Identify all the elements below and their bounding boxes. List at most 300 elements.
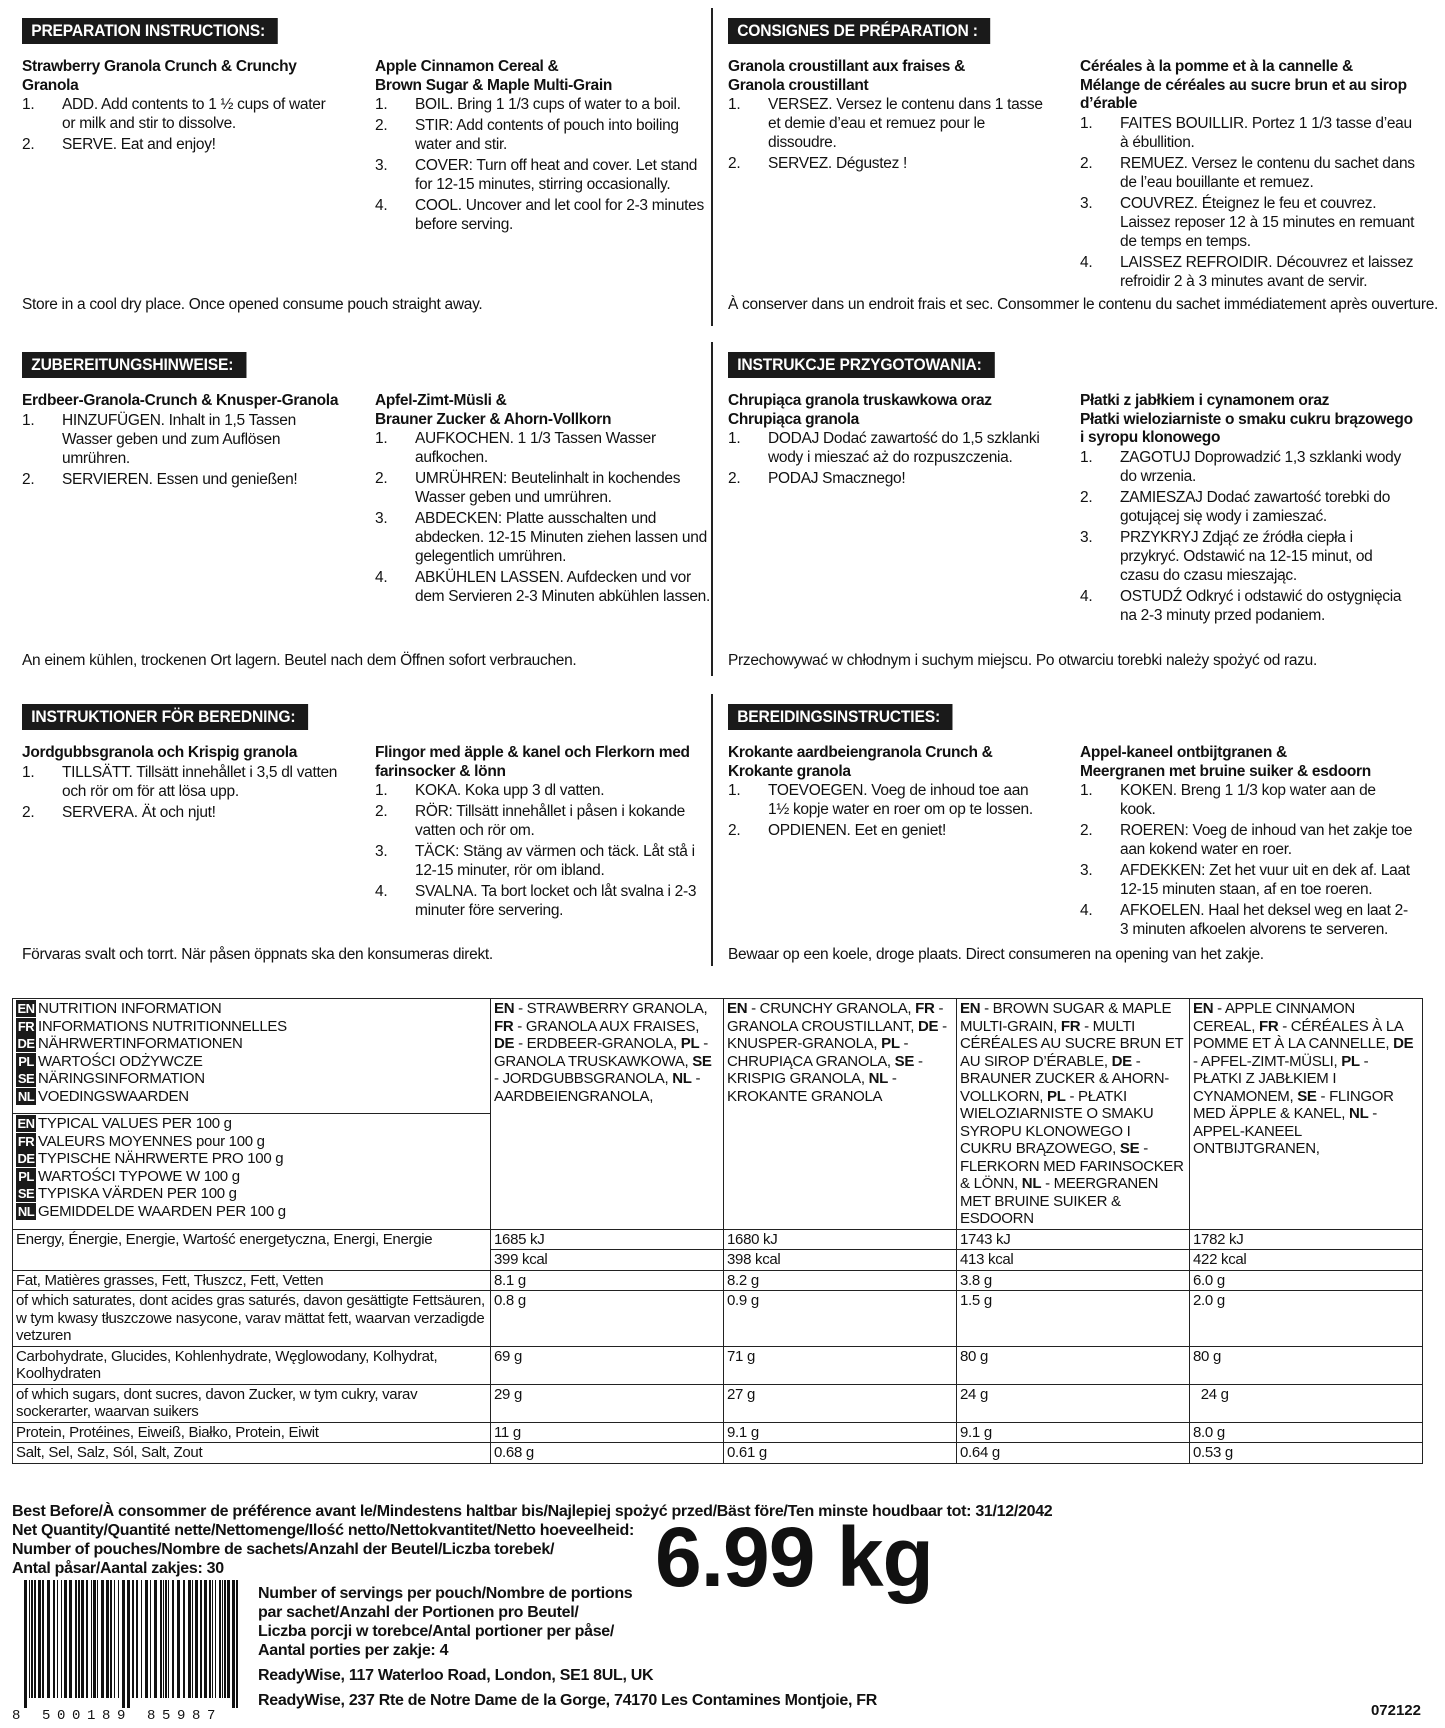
column-divider-2: [711, 342, 713, 676]
step-number: 1.: [1080, 448, 1093, 466]
barcode-bar: [110, 1580, 112, 1698]
language-text: TYPISCHE NÄHRWERTE PRO 100 g: [38, 1150, 284, 1168]
step-text: COUVREZ. Éteignez le feu et couvrez. Laissez reposer 12 à 15 minutes en remuant de temps en temps.: [1120, 194, 1415, 250]
nutrient-value: 0.8 g: [491, 1291, 724, 1347]
barcode-bar: [215, 1580, 216, 1698]
barcode-bar: [78, 1580, 80, 1698]
product-title: Granola croustillant: [728, 76, 869, 94]
nutrient-value: 24 g: [1190, 1384, 1423, 1422]
product-name-text: - APFEL-ZIMT-MÜSLI,: [1193, 1052, 1342, 1070]
product-name-cell: [491, 999, 724, 1230]
nutrient-value: 399 kcal: [491, 1250, 724, 1271]
step-item: [728, 469, 1048, 488]
step-number: 2.: [1080, 154, 1093, 172]
table-row: [13, 1346, 1423, 1384]
product-name-text: - STRAWBERRY GRANOLA,: [514, 1000, 708, 1017]
barcode-bar: [163, 1580, 164, 1698]
product-title: Krokante granola: [728, 762, 851, 780]
barcode-bar: [177, 1580, 180, 1698]
product-name-text: - JORDGUBBSGRANOLA,: [494, 1070, 673, 1087]
nutrient-value: 0.64 g: [957, 1443, 1190, 1464]
step-number: 1.: [22, 96, 35, 113]
language-line: [16, 1000, 487, 1018]
language-code-badge: SE: [17, 1071, 35, 1086]
step-text: TÄCK: Stäng av värmen och täck. Låt stå i 12-15 minuter, rör om ibland.: [415, 843, 695, 879]
language-code: PL: [1047, 1087, 1066, 1105]
step-text: ROEREN: Voeg de inhoud van het zakje toe aan kokend water en roer.: [1120, 822, 1413, 858]
column-divider-1: [711, 8, 713, 326]
step-text: DODAJ Dodać zawartość do 1,5 szklanki wody i mieszać aż do rozpuszczenia.: [768, 430, 1040, 466]
nutrition-info-header: [13, 999, 491, 1114]
product-title: Erdbeer-Granola-Crunch & Knusper-Granola: [22, 392, 339, 409]
product-title: Chrupiąca granola: [728, 410, 859, 428]
nutrient-value: 3.8 g: [957, 1270, 1190, 1291]
product-title: Mélange de céréales au sucre brun et au sirop d’érable: [1080, 76, 1407, 112]
language-code: FR: [1258, 1017, 1279, 1035]
step-number: 4.: [375, 569, 388, 586]
instruction-column-right: [1080, 392, 1415, 627]
product-title: i syropu klonowego: [1080, 429, 1221, 446]
step-item: [1080, 154, 1415, 192]
step-item: [375, 568, 710, 606]
section-title: INSTRUKCJE PRZYGOTOWANIA:: [728, 352, 995, 378]
barcode-bar: [192, 1580, 193, 1698]
barcode-bar: [165, 1580, 167, 1698]
language-code: FR: [915, 1000, 935, 1017]
step-number: 3.: [375, 843, 388, 860]
step-item: [1080, 901, 1415, 939]
product-name-text: - PŁATKI Z JABŁKIEM I CYNAMONEM,: [1193, 1052, 1369, 1105]
step-number: 2.: [728, 822, 741, 839]
step-number: 4.: [375, 197, 388, 214]
barcode-bar: [172, 1580, 174, 1698]
step-item: [1080, 194, 1415, 251]
language-code: DE: [1111, 1052, 1132, 1070]
nutrient-value: 11 g: [491, 1422, 724, 1443]
servings-line: Aantal porties per zakje: 4: [258, 1642, 449, 1659]
language-code-badge: NL: [17, 1203, 35, 1219]
language-code-badge: DE: [17, 1036, 35, 1051]
product-name-cell: [1190, 999, 1423, 1230]
language-text: WARTOŚCI TYPOWE W 100 g: [38, 1167, 240, 1185]
step-item: [1080, 781, 1415, 819]
nutrient-value: 2.0 g: [1190, 1291, 1423, 1347]
step-text: TOEVOEGEN. Voeg de inhoud toe aan 1½ kopje water en roer om op te lossen.: [768, 782, 1033, 818]
barcode-bar: [42, 1580, 44, 1698]
barcode-bar: [64, 1580, 67, 1698]
language-code: EN: [1193, 1000, 1214, 1017]
product-title: Apfel-Zimt-Müsli &: [375, 392, 507, 409]
servings-line: Number of servings per pouch/Nombre de portions: [258, 1585, 633, 1602]
servings-line: Liczba porcji w torebce/Antal portioner per påse/: [258, 1623, 615, 1640]
step-text: UMRÜHREN: Beutelinhalt in kochendes Wasser geben und umrühren.: [415, 470, 681, 506]
step-text: PODAJ Smacznego!: [768, 470, 906, 487]
step-number: 1.: [22, 411, 35, 429]
step-list: [1080, 114, 1415, 291]
product-name-text: - FLINGOR MED ÄPPLE & KANEL,: [1193, 1087, 1394, 1122]
barcode-bar: [91, 1580, 92, 1698]
step-text: ABDECKEN: Platte ausschalten und abdecken. 12-15 Minuten ziehen lassen und gelegentlich umrühren.: [415, 510, 707, 565]
nutrient-value: 0.61 g: [724, 1443, 957, 1464]
language-code: PL: [680, 1035, 700, 1052]
product-name-text: - GRANOLA AUX FRAISES,: [513, 1017, 700, 1035]
barcode-bar: [224, 1580, 226, 1698]
step-text: OSTUDŹ Odkryć i odstawić do ostygnięcia na 2-3 minuty przed podaniem.: [1120, 587, 1402, 624]
instruction-column-left: [22, 744, 342, 824]
section-title: PREPARATION INSTRUCTIONS:: [22, 18, 278, 44]
nutrient-value: 29 g: [491, 1384, 724, 1422]
language-code: SE: [894, 1052, 915, 1070]
language-code: PL: [1341, 1052, 1360, 1070]
language-text: VOEDINGSWAARDEN: [38, 1087, 189, 1105]
step-text: PRZYKRYJ Zdjąć ze źródła ciepła i przykryć. Odstawić na 12-15 minut, od czasu do czasu mieszając.: [1120, 528, 1373, 584]
step-item: [728, 429, 1048, 467]
instruction-section: [22, 18, 300, 44]
barcode-bar: [47, 1580, 50, 1698]
product-name-cell: [957, 999, 1190, 1230]
table-row: [13, 1270, 1423, 1291]
barcode-bar: [31, 1580, 33, 1698]
language-code: NL: [1349, 1105, 1369, 1122]
step-number: 1.: [375, 96, 388, 113]
step-item: [22, 803, 342, 822]
step-item: [375, 116, 710, 154]
step-item: [375, 196, 710, 234]
nutrient-value: 9.1 g: [724, 1422, 957, 1443]
language-line: [16, 1035, 487, 1053]
product-name-text: - GRANOLA TRUSKAWKOWA,: [494, 1035, 708, 1070]
step-item: [1080, 448, 1415, 486]
barcode-bar: [114, 1580, 115, 1698]
language-code: NL: [1021, 1175, 1042, 1192]
language-text: NÄHRWERTINFORMATIONEN: [38, 1035, 243, 1052]
nutrient-value: 422 kcal: [1190, 1250, 1423, 1271]
step-text: ABKÜHLEN LASSEN. Aufdecken und vor dem Servieren 2-3 Minuten abkühlen lassen.: [415, 569, 710, 605]
barcode-bar: [29, 1580, 30, 1698]
language-code: DE: [1393, 1035, 1414, 1052]
instruction-section: [728, 352, 1018, 378]
step-number: 4.: [1080, 902, 1093, 919]
product-name-text: - MEERGRANEN MET BRUINE SUIKER & ESDOORN: [960, 1175, 1159, 1227]
step-number: 1.: [22, 763, 35, 781]
pouches-line-2: Antal påsar/Aantal zakjes: 30: [12, 1560, 224, 1577]
section-title: BEREIDINGSINSTRUCTIES:: [728, 704, 953, 730]
step-text: ZAMIESZAJ Dodać zawartość torebki do gotującej się wody i zamieszać.: [1120, 488, 1391, 525]
step-text: KOKEN. Breng 1 1/3 kop water aan de kook.: [1120, 782, 1376, 818]
language-code: NL: [868, 1070, 889, 1087]
instruction-section: [22, 352, 266, 378]
step-number: 4.: [375, 883, 388, 900]
step-list: [375, 429, 710, 606]
nutrient-label: Fat, Matières grasses, Fett, Tłuszcz, Fett, Vetten: [13, 1270, 491, 1291]
step-number: 1.: [728, 782, 741, 799]
column-divider-3: [711, 694, 713, 966]
step-list: [375, 95, 710, 234]
barcode-bar: [132, 1580, 134, 1698]
product-name-text: - BRAUNER ZUCKER & AHORN-VOLLKORN,: [960, 1052, 1169, 1105]
language-code: SE: [1297, 1087, 1317, 1105]
step-number: 3.: [1080, 862, 1093, 879]
step-item: [375, 882, 710, 920]
barcode-bar: [53, 1580, 55, 1698]
step-number: 2.: [1080, 488, 1093, 506]
nutrient-value: 0.9 g: [724, 1291, 957, 1347]
nutrient-value: 0.53 g: [1190, 1443, 1423, 1464]
step-item: [375, 781, 710, 800]
step-text: HINZUFÜGEN. Inhalt in 1,5 Tassen Wasser geben und zum Auflösen umrühren.: [62, 411, 296, 467]
table-row: [13, 1291, 1423, 1347]
step-text: AFKOELEN. Haal het deksel weg en laat 2-3 minuten afkoelen alvorens te serveren.: [1120, 902, 1408, 938]
barcode-bar: [101, 1580, 104, 1698]
language-line: [16, 1133, 487, 1151]
step-item: [728, 821, 1048, 840]
step-text: SERVERA. Ät och njut!: [62, 803, 216, 821]
instruction-section: [728, 18, 1013, 44]
product-name-cell: [724, 999, 957, 1230]
instruction-column-left: [22, 58, 342, 156]
instruction-column-right: [1080, 58, 1415, 293]
product-title: Brauner Zucker & Ahorn-Vollkorn: [375, 410, 612, 428]
language-code-badge: SE: [17, 1186, 35, 1202]
step-list: [728, 95, 1048, 173]
table-header-row: [13, 999, 1423, 1114]
language-code-badge: DE: [17, 1151, 35, 1167]
step-text: SERVE. Eat and enjoy!: [62, 136, 216, 153]
language-text: NÄRINGSINFORMATION: [38, 1070, 205, 1087]
step-number: 4.: [1080, 253, 1093, 271]
nutrient-label: Carbohydrate, Glucides, Kohlenhydrate, Węglowodany, Kolhydrat, Koolhydraten: [13, 1346, 491, 1384]
language-code-badge: PL: [16, 1053, 36, 1070]
step-text: RÖR: Tillsätt innehållet i påsen i kokande vatten och rör om.: [415, 803, 685, 839]
barcode-bar: [236, 1580, 238, 1708]
step-text: AUFKOCHEN. 1 1/3 Tassen Wasser aufkochen.: [415, 430, 656, 466]
step-item: [1080, 821, 1415, 859]
barcode-bar: [61, 1580, 62, 1698]
barcode-bar: [57, 1580, 58, 1698]
nutrient-value: 80 g: [1190, 1346, 1423, 1384]
instruction-section: [22, 704, 333, 730]
step-item: [728, 154, 1048, 173]
barcode-digits: 8 500189 85987: [12, 1708, 223, 1724]
step-item: [375, 429, 710, 467]
nutrient-value: 398 kcal: [724, 1250, 957, 1271]
product-title: Krokante aardbeiengranola Crunch &: [728, 744, 993, 761]
step-list: [22, 763, 342, 822]
language-text: NUTRITION INFORMATION: [38, 1000, 222, 1017]
step-list: [375, 781, 710, 920]
barcode-bar: [222, 1580, 223, 1698]
step-text: VERSEZ. Versez le contenu dans 1 tasse et demie d’eau et remuez pour le dissoudre.: [768, 96, 1043, 151]
barcode-bar: [106, 1580, 109, 1698]
step-list: [728, 781, 1048, 840]
step-text: SERVEZ. Dégustez !: [768, 155, 908, 172]
step-item: [375, 469, 710, 507]
barcode-bar: [86, 1580, 88, 1698]
nutrient-value: 8.0 g: [1190, 1422, 1423, 1443]
nutrient-value: 9.1 g: [957, 1422, 1190, 1443]
step-item: [1080, 488, 1415, 526]
step-item: [375, 509, 710, 566]
instruction-column-left: [728, 58, 1048, 175]
net-quantity-label: Net Quantity/Quantité nette/Nettomenge/Ilość netto/Nettokvantitet/Netto hoeveelheid:: [12, 1522, 634, 1539]
barcode-bar: [38, 1580, 41, 1698]
nutrient-value: 1685 kJ: [491, 1229, 724, 1250]
step-item: [728, 781, 1048, 819]
language-text: GEMIDDELDE WAARDEN PER 100 g: [38, 1202, 286, 1220]
nutrient-value: 1743 kJ: [957, 1229, 1190, 1250]
step-item: [375, 95, 710, 114]
step-text: COOL. Uncover and let cool for 2-3 minutes before serving.: [415, 197, 704, 233]
barcode-bar: [69, 1580, 72, 1698]
barcode-bar: [195, 1580, 198, 1698]
language-text: VALEURS MOYENNES pour 100 g: [38, 1132, 265, 1150]
product-name-text: - KNUSPER-GRANOLA,: [727, 1017, 947, 1052]
language-code: SE: [692, 1052, 712, 1070]
step-text: ZAGOTUJ Doprowadzić 1,3 szklanki wody do wrzenia.: [1120, 448, 1401, 485]
product-title: farinsocker & lönn: [375, 762, 506, 780]
step-number: 1.: [1080, 782, 1093, 799]
section-title: INSTRUKTIONER FÖR BEREDNING:: [22, 704, 308, 730]
barcode-bar: [227, 1580, 230, 1698]
language-code-badge: EN: [17, 1001, 35, 1016]
print-code: 072122: [1370, 1702, 1421, 1719]
product-name-text: - CÉRÉALES À LA POMME ET À LA CANNELLE,: [1193, 1017, 1403, 1052]
address-fr: ReadyWise, 237 Rte de Notre Dame de la Gorge, 74170 Les Contamines Montjoie, FR: [258, 1692, 878, 1709]
language-code: DE: [494, 1035, 515, 1052]
language-code-badge: PL: [16, 1168, 36, 1185]
step-list: [1080, 781, 1415, 939]
product-name-text: - PŁATKI WIELOZIARNISTE O SMAKU SYROPU KLONOWEGO I CUKRU BRĄZOWEGO,: [960, 1087, 1154, 1157]
step-item: [22, 763, 342, 801]
instruction-column-left: [728, 744, 1048, 842]
step-number: 2.: [375, 803, 388, 820]
nutrition-table: [12, 998, 1423, 1464]
barcode-bar: [209, 1580, 211, 1698]
barcode-bar: [219, 1580, 221, 1698]
step-text: FAITES BOUILLIR. Portez 1 1/3 tasse d’eau à ébullition.: [1120, 114, 1412, 151]
barcode-bar: [232, 1580, 235, 1708]
language-code-badge: FR: [17, 1133, 35, 1149]
nutrient-value: 80 g: [957, 1346, 1190, 1384]
step-item: [375, 802, 710, 840]
step-number: 4.: [1080, 587, 1093, 605]
step-text: LAISSEZ REFROIDIR. Découvrez et laissez refroidir 2 à 3 minutes avant de servir.: [1120, 253, 1414, 290]
language-code: PL: [881, 1035, 900, 1052]
language-code: EN: [727, 1000, 748, 1017]
instruction-column-left: [728, 392, 1048, 490]
step-number: 2.: [22, 136, 35, 153]
table-row: [13, 1443, 1423, 1464]
product-name-text: - AARDBEIENGRANOLA,: [494, 1070, 701, 1105]
pouches-line-1: Number of pouches/Nombre de sachets/Anzahl der Beutel/Liczba torebek/: [12, 1541, 555, 1558]
step-list: [1080, 448, 1415, 625]
table-row: [13, 1422, 1423, 1443]
step-number: 2.: [375, 470, 388, 487]
language-line: [16, 1018, 487, 1036]
language-code: DE: [917, 1017, 939, 1035]
language-line: [16, 1070, 487, 1088]
barcode-bar: [122, 1580, 125, 1708]
step-text: COVER: Turn off heat and cover. Let stand for 12-15 minutes, stirring occasionally.: [415, 157, 698, 193]
barcode-bar: [183, 1580, 185, 1698]
language-code-badge: FR: [17, 1018, 35, 1034]
product-title: Céréales à la pomme et à la cannelle &: [1080, 58, 1353, 75]
storage-note: Förvaras svalt och torrt. När påsen öppnats ska den konsumeras direkt.: [22, 946, 493, 963]
language-code: EN: [494, 1000, 515, 1017]
step-text: REMUEZ. Versez le contenu du sachet dans de l’eau bouillante et remuez.: [1120, 154, 1415, 191]
product-title: Strawberry Granola Crunch & Crunchy Granola: [22, 58, 297, 94]
product-name-text: - APPEL-KANEEL ONTBIJTGRANEN,: [1193, 1105, 1378, 1157]
product-name-text: - MULTI CÉRÉALES AU SUCRE BRUN ET AU SIROP D’ÉRABLE,: [960, 1017, 1184, 1070]
language-code: FR: [494, 1017, 514, 1035]
storage-note: Store in a cool dry place. Once opened consume pouch straight away.: [22, 296, 483, 313]
barcode-bar: [97, 1580, 98, 1698]
nutrient-value: 8.1 g: [491, 1270, 724, 1291]
barcode-bar: [34, 1580, 36, 1698]
instruction-column-left: [22, 392, 342, 491]
step-text: SVALNA. Ta bort locket och låt svalna i 2-3 minuter före servering.: [415, 883, 697, 919]
step-number: 2.: [728, 470, 741, 487]
product-title: Apple Cinnamon Cereal &: [375, 58, 559, 75]
barcode-bar: [75, 1580, 77, 1698]
address-uk: ReadyWise, 117 Waterloo Road, London, SE1 8UL, UK: [258, 1667, 654, 1684]
step-text: ADD. Add contents to 1 ½ cups of water or milk and stir to dissolve.: [62, 96, 326, 132]
product-name-text: - GRANOLA CROUSTILLANT,: [727, 1000, 944, 1035]
step-item: [375, 842, 710, 880]
instruction-column-right: [375, 58, 710, 236]
language-code-badge: NL: [17, 1088, 35, 1104]
step-number: 2.: [1080, 822, 1093, 839]
step-item: [22, 135, 342, 154]
barcode-bar: [81, 1580, 84, 1698]
product-name-text: - ERDBEER-GRANOLA,: [514, 1035, 681, 1052]
step-number: 1.: [1080, 114, 1093, 132]
nutrient-label: Protein, Protéines, Eiweiß, Białko, Protein, Eiwit: [13, 1422, 491, 1443]
barcode-bar: [212, 1580, 213, 1698]
step-item: [22, 470, 342, 489]
step-number: 1.: [375, 782, 388, 799]
step-number: 2.: [728, 155, 741, 172]
barcode-bar: [188, 1580, 191, 1698]
nutrient-label: Energy, Énergie, Energie, Wartość energetyczna, Energi, Energie: [13, 1229, 491, 1270]
barcode-icon: [22, 1580, 242, 1708]
nutrient-value: 24 g: [957, 1384, 1190, 1422]
product-name-text: - APPLE CINNAMON CEREAL,: [1193, 1000, 1355, 1035]
nutrient-value: 1.5 g: [957, 1291, 1190, 1347]
product-name-text: - KROKANTE GRANOLA: [727, 1070, 897, 1105]
step-text: SERVIEREN. Essen und genießen!: [62, 470, 298, 488]
language-code: FR: [1060, 1017, 1081, 1035]
step-number: 3.: [375, 510, 388, 527]
barcode-bar: [150, 1580, 151, 1698]
step-text: BOIL. Bring 1 1/3 cups of water to a boil.: [415, 96, 681, 113]
table-row: [13, 1229, 1423, 1250]
nutrient-value: 1782 kJ: [1190, 1229, 1423, 1250]
step-item: [1080, 587, 1415, 625]
language-line: [16, 1203, 487, 1221]
nutrient-value: 0.68 g: [491, 1443, 724, 1464]
step-item: [375, 156, 710, 194]
step-text: STIR: Add contents of pouch into boiling water and stir.: [415, 117, 679, 153]
step-number: 1.: [375, 430, 388, 447]
step-text: TILLSÄTT. Tillsätt innehållet i 3,5 dl vatten och rör om för att lösa upp.: [62, 763, 338, 800]
step-item: [728, 95, 1048, 152]
storage-note: À conserver dans un endroit frais et sec. Consommer le contenu du sachet immédiatement après ouverture.: [728, 296, 1439, 313]
step-item: [1080, 528, 1415, 585]
step-text: AFDEKKEN: Zet het vuur uit en dek af. Laat 12-15 minuten staan, af en toe roeren.: [1120, 862, 1410, 898]
instruction-column-right: [375, 392, 710, 608]
storage-note: Bewaar op een koele, droge plaats. Direct consumeren na opening van het zakje.: [728, 946, 1264, 963]
